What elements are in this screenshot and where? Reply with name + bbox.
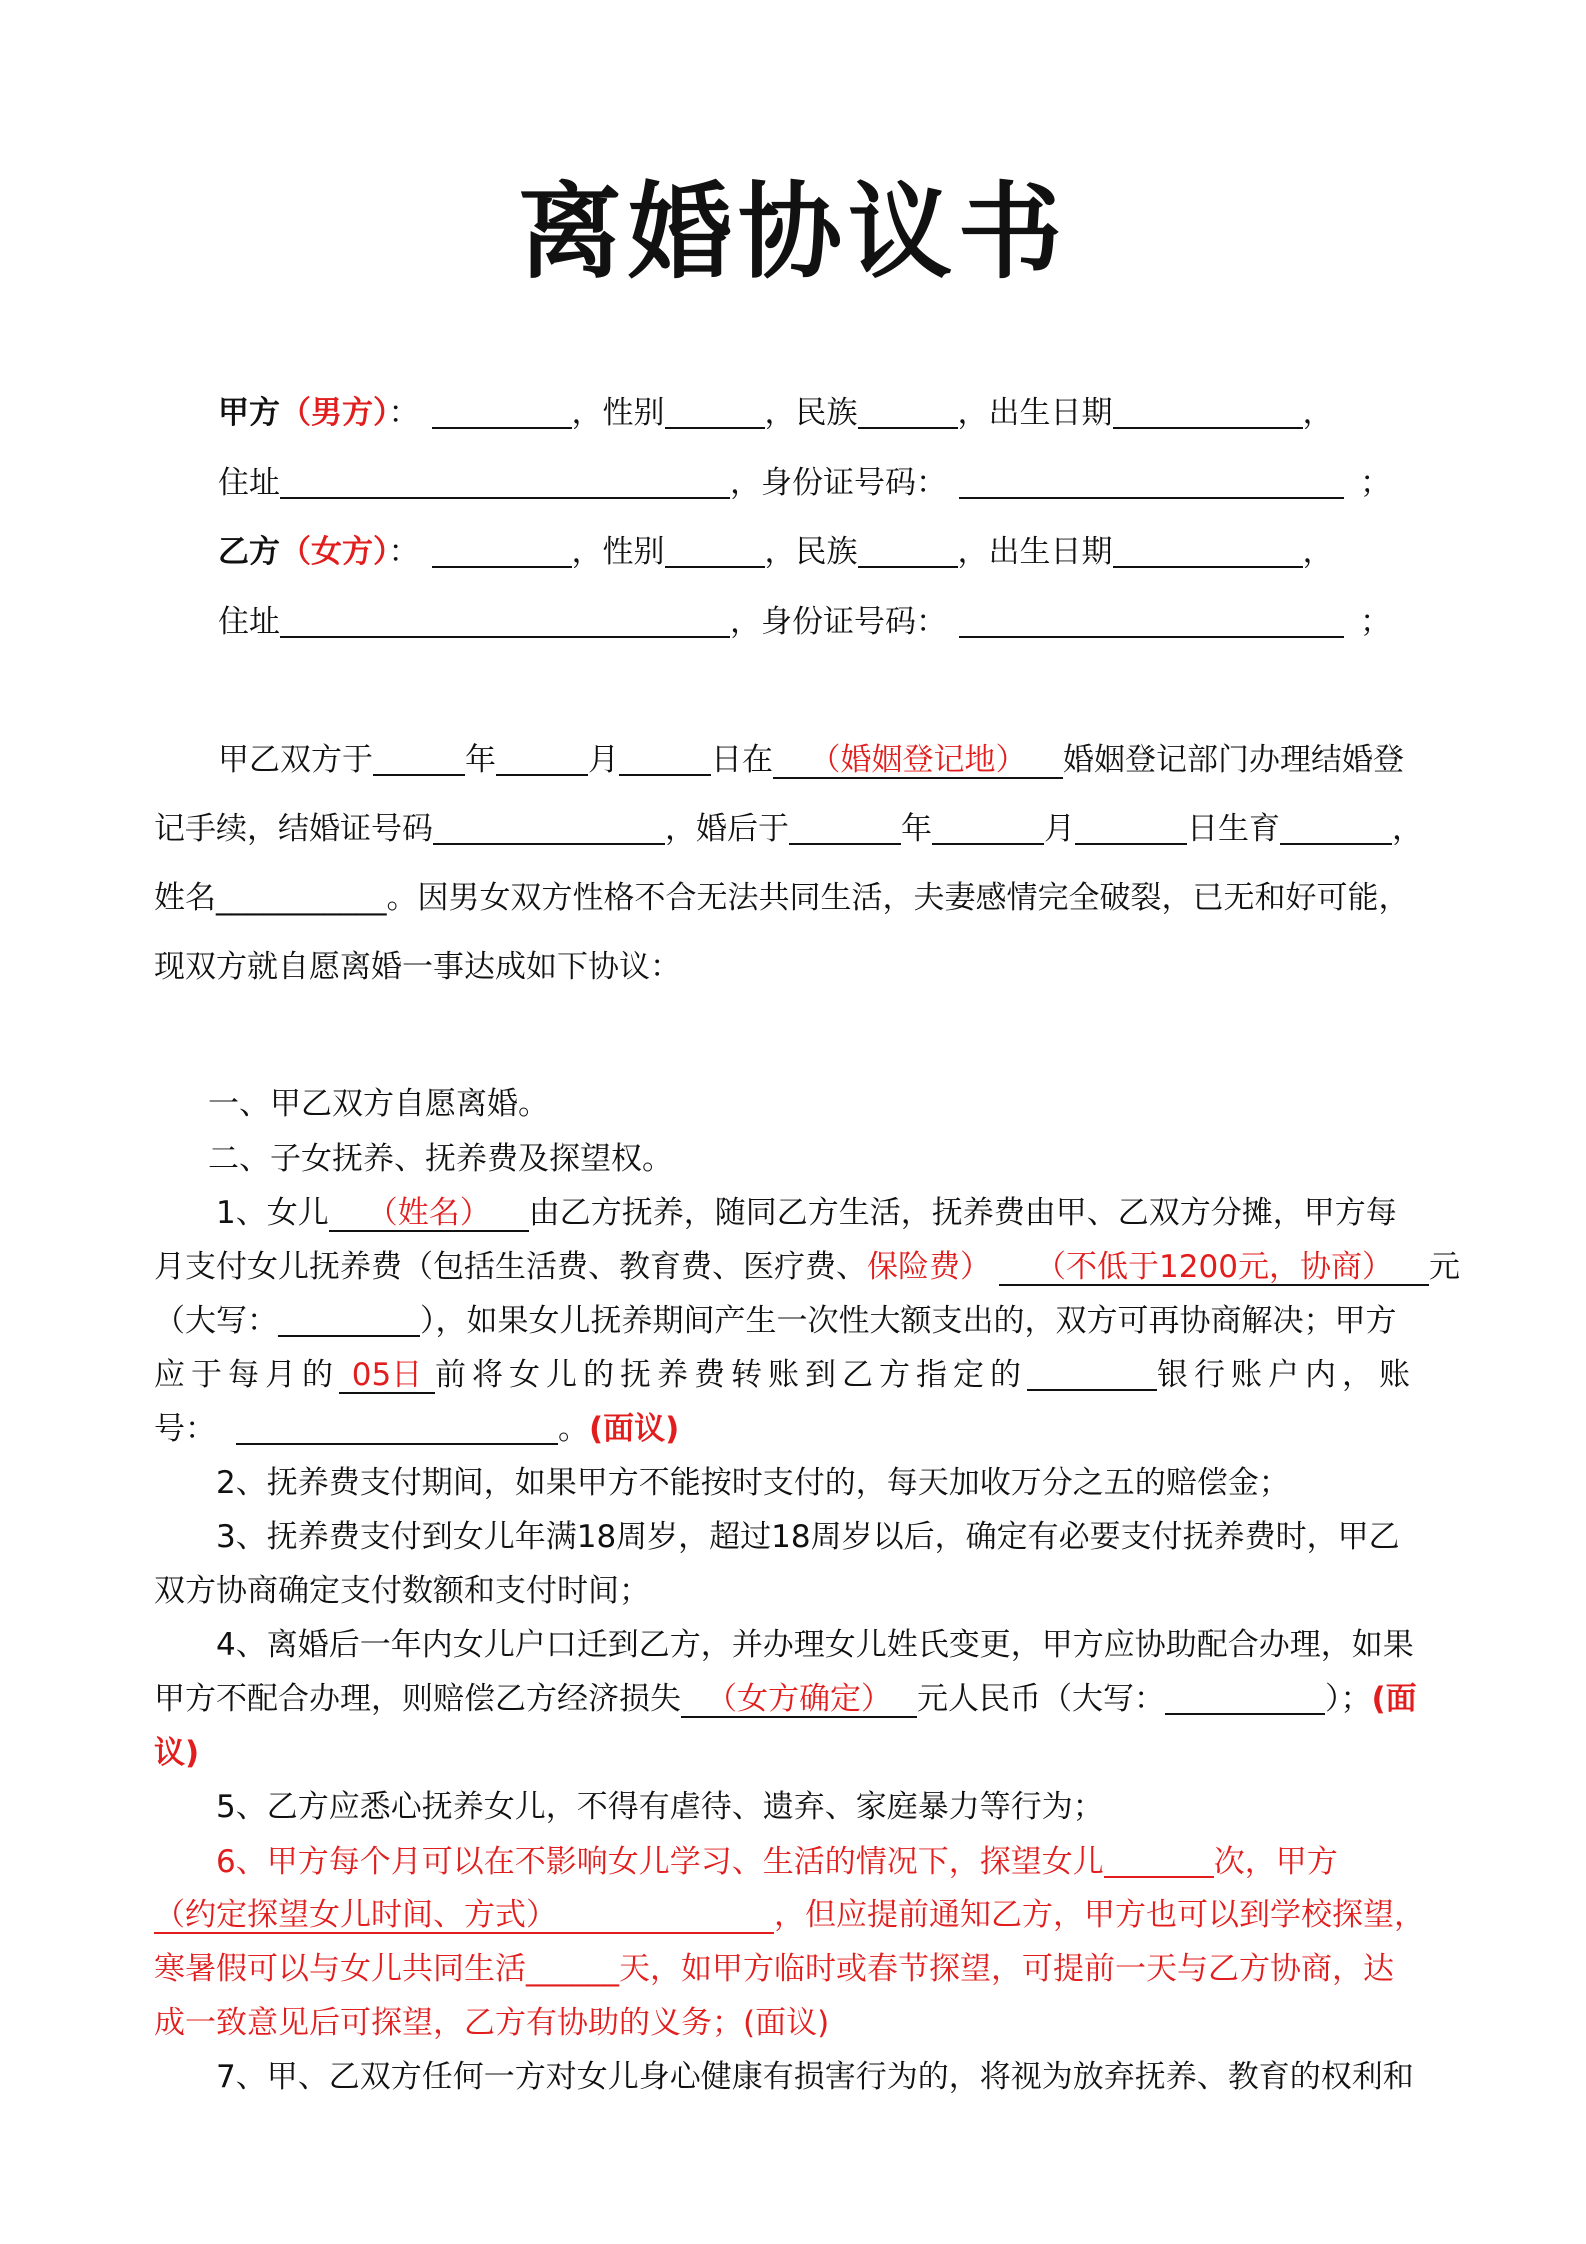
party-a-id-blank[interactable] [959,467,1344,499]
party-b-gender-note: （女方） [280,534,389,570]
party-a-name-blank[interactable] [432,397,572,429]
intro-line-1: 甲乙双方于 年 月 日在 （婚姻登记地） 婚姻登记部门办理结婚登 [218,742,1404,778]
registration-place-field[interactable]: （婚姻登记地） [773,743,1063,779]
clause-2-6-line-4: 成一致意见后可探望，乙方有协助的义务；(面议) [154,2005,830,2041]
compensation-capital-blank[interactable] [1165,1683,1325,1715]
support-amount-capital-blank[interactable] [278,1305,420,1337]
bank-name-blank[interactable] [1027,1359,1157,1391]
clause-2-6-line-3: 寒暑假可以与女儿共同生活______天，如甲方临时或春节探望，可提前一天与乙方协商，达 [154,1951,1394,1987]
party-b-id-blank[interactable] [959,606,1344,638]
clause-2-6-line-1: 6、甲方每个月可以在不影响女儿学习、生活的情况下，探望女儿 次，甲方 [216,1844,1338,1880]
daughter-name-field[interactable]: （姓名） [329,1196,529,1232]
clause-2-1-line-3: （大写： ），如果女儿抚养期间产生一次性大额支出的，双方可再协商解决；甲方 [154,1303,1397,1339]
party-a-ethnicity-blank[interactable] [858,397,958,429]
visit-times-blank[interactable] [1104,1846,1214,1878]
compensation-amount-field[interactable]: （女方确定） [681,1682,917,1718]
party-b-birth-blank[interactable] [1113,536,1303,568]
clause-2-1-line-5: 号： 。(面议) [154,1411,680,1447]
party-a-gender-note: （男方） [280,395,389,431]
party-a-gender-blank[interactable] [665,397,765,429]
party-a-address-line: 住址 ，身份证号码： ； [218,465,1391,501]
intro-line-2: 记手续，结婚证号码 ，婚后于 年 月 日生育 ， [154,811,1423,847]
payment-day-field[interactable]: 05日 [339,1358,435,1394]
document-title: 离婚协议书 [517,171,1068,293]
party-b-gender-blank[interactable] [665,536,765,568]
clause-2-4-line-2: 甲方不配合办理，则赔偿乙方经济损失 （女方确定） 元人民币（大写： ）；(面 [154,1681,1417,1717]
party-b-address-line: 住址 ，身份证号码： ； [218,604,1391,640]
party-b-line: 乙方（女方）： ，性别 ，民族 ，出生日期 ， [218,534,1334,570]
marriage-year-blank[interactable] [373,744,465,776]
child-gender-blank[interactable] [1280,813,1392,845]
clause-2-3-line-1: 3、抚养费支付到女儿年满18周岁，超过18周岁以后，确定有必要支付抚养费时，甲乙 [216,1519,1400,1555]
clause-2-2: 2、抚养费支付期间，如果甲方不能按时支付的，每天加收万分之五的赔偿金； [216,1465,1290,1501]
intro-line-4: 现双方就自愿离婚一事达成如下协议： [154,949,681,985]
clause-2-3-line-2: 双方协商确定支付数额和支付时间； [154,1573,650,1609]
party-a-label: 甲方 [218,395,280,431]
marriage-day-blank[interactable] [619,744,711,776]
birth-day-blank[interactable] [1075,813,1187,845]
birth-month-blank[interactable] [932,813,1044,845]
party-b-name-blank[interactable] [432,536,572,568]
clause-2-4-note: 议) [154,1735,200,1771]
marriage-month-blank[interactable] [496,744,588,776]
account-number-blank[interactable] [236,1413,558,1445]
clause-2-1-line-1: 1、女儿 （姓名） 由乙方抚养，随同乙方生活，抚养费由甲、乙双方分摊，甲方每 [216,1195,1397,1231]
party-b-ethnicity-blank[interactable] [858,536,958,568]
negotiable-note: (面议) [589,1411,680,1447]
party-a-birth-blank[interactable] [1113,397,1303,429]
party-a-address-blank[interactable] [280,467,730,499]
clause-2-4-line-1: 4、离婚后一年内女儿户口迁到乙方，并办理女儿姓氏变更，甲方应协助配合办理，如果 [216,1627,1414,1663]
clause-2-7: 7、甲、乙双方任何一方对女儿身心健康有损害行为的，将视为放弃抚养、教育的权利和 [216,2059,1414,2095]
clause-1: 一、甲乙双方自愿离婚。 [208,1086,549,1122]
visit-arrangement-field[interactable]: （约定探望女儿时间、方式） [154,1898,774,1934]
birth-year-blank[interactable] [789,813,901,845]
clause-2-5: 5、乙方应悉心抚养女儿，不得有虐待、遗弃、家庭暴力等行为； [216,1789,1104,1825]
clause-2-6-line-2: （约定探望女儿时间、方式） ，但应提前通知乙方，甲方也可以到学校探望， [154,1897,1425,1933]
marriage-cert-number-blank[interactable] [433,813,665,845]
intro-line-3: 姓名___________。因男女双方性格不合无法共同生活，夫妻感情完全破裂，已无和好可能， [154,880,1410,916]
clause-2-1-line-2: 月支付女儿抚养费（包括生活费、教育费、医疗费、保险费） （不低于1200元，协商） 元 [154,1249,1460,1285]
clause-2-heading: 二、子女抚养、抚养费及探望权。 [208,1141,673,1177]
support-amount-field[interactable]: （不低于1200元，协商） [999,1250,1429,1286]
clause-2-1-line-4: 应于每月的 05日 前将女儿的抚养费转账到乙方指定的 银行账户内，账 [154,1357,1416,1393]
party-b-address-blank[interactable] [280,606,730,638]
party-b-label: 乙方 [218,534,280,570]
party-a-line: 甲方（男方）： ，性别 ，民族 ，出生日期 ， [218,395,1334,431]
